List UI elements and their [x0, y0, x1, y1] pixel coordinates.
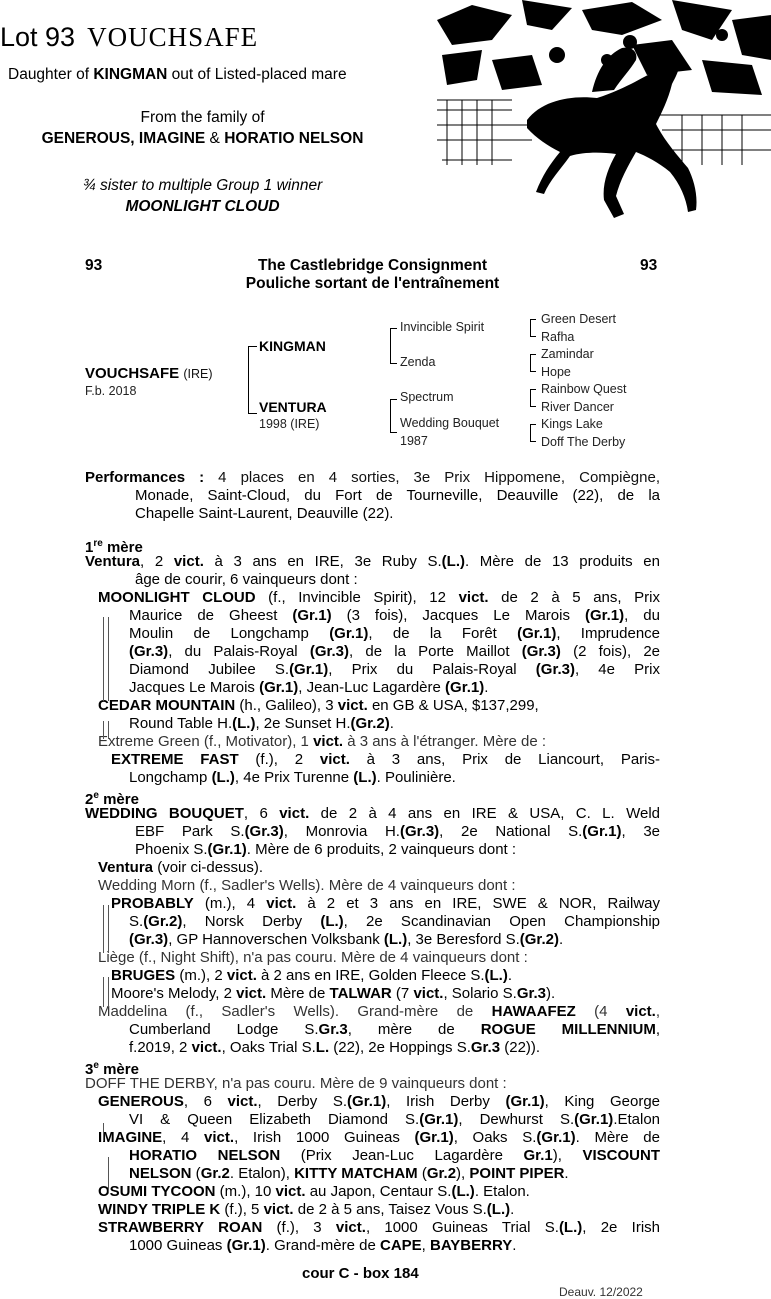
- moonlight-line-4: (Gr.3), du Palais-Royal (Gr.3), de la Porte Maillot (Gr.3) (2 fois), 2e: [129, 643, 660, 660]
- ventura-line-2: âge de courir, 6 vainqueurs dont :: [135, 571, 358, 588]
- imagine-line-1: IMAGINE, 4 vict., Irish 1000 Guineas (Gr.1), Oaks S.(Gr.1). Mère de: [98, 1129, 660, 1146]
- lot-horse-name: VOUCHSAFE: [87, 22, 259, 52]
- performances-line-3: Chapelle Saint-Laurent, Deauville (22).: [135, 505, 394, 522]
- sister-name: MOONLIGHT CLOUD: [125, 198, 280, 215]
- extreme-fast-line-1: EXTREME FAST (f.), 2 vict. à 3 ans, Prix de Liancourt, Paris-: [111, 751, 660, 768]
- strawberry-line-2: 1000 Guineas (Gr.1). Grand-mère de CAPE, BAYBERRY.: [129, 1237, 517, 1254]
- lot-title: [0, 22, 258, 53]
- liege-line: Liège (f., Night Shift), n'a pas couru. Mère de 4 vainqueurs dont :: [98, 949, 528, 966]
- pedigree-bracket-4: [530, 319, 536, 337]
- cedar-line-1: CEDAR MOUNTAIN (h., Galileo), 3 vict. en GB & USA, $137,299,: [98, 697, 539, 714]
- pedigree-ggs-6: River Dancer: [541, 400, 614, 414]
- pedigree-horse-name: VOUCHSAFE (IRE): [85, 365, 213, 382]
- wedding-line-3: Phoenix S.(Gr.1). Mère de 6 produits, 2 vainqueurs dont :: [135, 841, 517, 858]
- moonlight-line-2: Maurice de Gheest (Gr.1) (3 fois), Jacques Le Marois (Gr.1), du: [129, 607, 660, 624]
- pedigree-gs1: Invincible Spirit: [400, 320, 485, 334]
- extreme-fast-line-2: Longchamp (L.), 4e Prix Turenne (L.). Poulinière.: [129, 769, 456, 786]
- maddelina-line-1: Maddelina (f., Sadler's Wells). Grand-mère de HAWAAFEZ (4 vict.,: [98, 1003, 660, 1020]
- lot-number-left: 93: [85, 257, 103, 274]
- wedding-line-1: WEDDING BOUQUET, 6 vict. de 2 à 4 ans en IRE & USA, C. L. Weld: [85, 805, 660, 822]
- sister-line: ¾ sister to multiple Group 1 winner: [82, 177, 323, 194]
- probably-line-3: (Gr.3), GP Hannoverschen Volksbank (L.), 3e Beresford S.(Gr.2).: [129, 931, 564, 948]
- family-names: GENEROUS, IMAGINE & HORATIO NELSON: [41, 130, 364, 147]
- windy-line: WINDY TRIPLE K (f.), 5 vict. de 2 à 5 ans, Taisez Vous S.(L.).: [98, 1201, 515, 1218]
- maddelina-line-3: f.2019, 2 vict., Oaks Trial S.L. (22), 2e Hoppings S.Gr.3 (22)).: [129, 1039, 541, 1056]
- pedigree-ggs-3: Zamindar: [541, 347, 594, 361]
- imagine-line-2: HORATIO NELSON (Prix Jean-Luc Lagardère Gr.1), VISCOUNT: [129, 1147, 660, 1164]
- pedigree-ggs-8: Doff The Derby: [541, 435, 626, 449]
- pedigree-bracket-7: [530, 424, 536, 442]
- lot-number: Lot 93: [0, 22, 76, 52]
- pedigree-dam-year: 1998 (IRE): [259, 417, 320, 431]
- ventura-line-1: Ventura, 2 vict. à 3 ans en IRE, 3e Ruby S.(L.). Mère de 13 produits en: [85, 553, 660, 570]
- doff-line: DOFF THE DERBY, n'a pas couru. Mère de 9 vainqueurs dont :: [85, 1075, 507, 1092]
- pedigree-ggs-2: Rafha: [541, 330, 575, 344]
- imagine-line-3: NELSON (Gr.2. Etalon), KITTY MATCHAM (Gr.2), POINT PIPER.: [129, 1165, 569, 1182]
- moonlight-line-1: MOONLIGHT CLOUD (f., Invincible Spirit), 12 vict. de 2 à 5 ans, Prix: [98, 589, 660, 606]
- pedigree-gs4-year: 1987: [400, 434, 428, 448]
- maddelina-line-2: Cumberland Lodge S.Gr.3, mère de ROGUE MILLENNIUM,: [129, 1021, 660, 1038]
- pedigree-bracket-5: [530, 354, 536, 372]
- probably-line-2: S.(Gr.2), Norsk Derby (L.), 2e Scandinavian Open Championship: [129, 913, 660, 930]
- moores-melody-line: Moore's Melody, 2 vict. Mère de TALWAR (7 vict., Solario S.Gr.3).: [111, 985, 556, 1002]
- lot-number-right: 93: [640, 257, 658, 274]
- pedigree-foaled: F.b. 2018: [85, 384, 137, 398]
- pedigree-gs4: Wedding Bouquet: [400, 416, 500, 430]
- pedigree-sire: KINGMAN: [259, 338, 326, 354]
- performances-line-2: Monade, Saint-Cloud, du Fort de Tourneville, Deauville (22), de la: [135, 487, 660, 504]
- ventura-ref-line: Ventura (voir ci-dessus).: [98, 859, 264, 876]
- moonlight-line-3: Moulin de Longchamp (Gr.1), de la Forêt (Gr.1), Imprudence: [129, 625, 660, 642]
- second-dam-heading: 2e mère: [85, 790, 139, 808]
- family-line: From the family of: [140, 109, 265, 126]
- osumi-line: OSUMI TYCOON (m.), 10 vict. au Japon, Centaur S.(L.). Etalon.: [98, 1183, 530, 1200]
- probably-line-1: PROBABLY (m.), 4 vict. à 2 et 3 ans en IRE, SWE & NOR, Railway: [111, 895, 660, 912]
- moonlight-line-5: Diamond Jubilee S.(Gr.1), Prix du Palais-Royal (Gr.3), 4e Prix: [129, 661, 660, 678]
- pedigree-ggs-4: Hope: [541, 365, 571, 379]
- generous-line-1: GENEROUS, 6 vict., Derby S.(Gr.1), Irish Derby (Gr.1), King George: [98, 1093, 660, 1110]
- bruges-line: BRUGES (m.), 2 vict. à 2 ans en IRE, Golden Fleece S.(L.).: [111, 967, 513, 984]
- pedigree-bracket-2: [390, 328, 397, 364]
- first-dam-heading: 1re mère: [85, 538, 143, 556]
- pedigree-ggs-7: Kings Lake: [541, 417, 603, 431]
- box-location: cour C - box 184: [302, 1265, 419, 1282]
- pedigree-ggs-5: Rainbow Quest: [541, 382, 627, 396]
- footer-date: Deauv. 12/2022: [559, 1285, 643, 1299]
- pedigree-bracket-1: [248, 346, 257, 414]
- pedigree-bracket-3: [390, 399, 397, 433]
- wedding-line-2: EBF Park S.(Gr.3), Monrovia H.(Gr.3), 2e National S.(Gr.1), 3e: [135, 823, 660, 840]
- pedigree-dam: VENTURA: [259, 399, 327, 415]
- pedigree-gs3: Spectrum: [400, 390, 454, 404]
- cedar-line-2: Round Table H.(L.), 2e Sunset H.(Gr.2).: [129, 715, 394, 732]
- generous-line-2: VI & Queen Elizabeth Diamond S.(Gr.1), Dewhurst S.(Gr.1).Etalon: [129, 1111, 660, 1128]
- wedding-morn-line: Wedding Morn (f., Sadler's Wells). Mère de 4 vainqueurs dont :: [98, 877, 516, 894]
- pedigree-gs2: Zenda: [400, 355, 436, 369]
- moonlight-line-6: Jacques Le Marois (Gr.1), Jean-Luc Lagardère (Gr.1).: [129, 679, 489, 696]
- performances-line-1: Performances : 4 places en 4 sorties, 3e Prix Hippomene, Compiègne,: [85, 469, 660, 486]
- extreme-green-line: Extreme Green (f., Motivator), 1 vict. à 3 ans à l'étranger. Mère de :: [98, 733, 547, 750]
- racehorse-illustration: [432, 0, 771, 222]
- catalogue-body: [85, 469, 660, 1255]
- pedigree-bracket-6: [530, 389, 536, 407]
- strawberry-line-1: STRAWBERRY ROAN (f.), 3 vict., 1000 Guineas Trial S.(L.), 2e Irish: [98, 1219, 660, 1236]
- consignment-subtitle: Pouliche sortant de l'entraînement: [245, 275, 500, 292]
- pedigree-ggs-1: Green Desert: [541, 312, 617, 326]
- third-dam-heading: 3e mère: [85, 1060, 139, 1078]
- daughter-line: Daughter of KINGMAN out of Listed-placed mare: [8, 66, 347, 83]
- consignor-name: The Castlebridge Consignment: [257, 257, 488, 274]
